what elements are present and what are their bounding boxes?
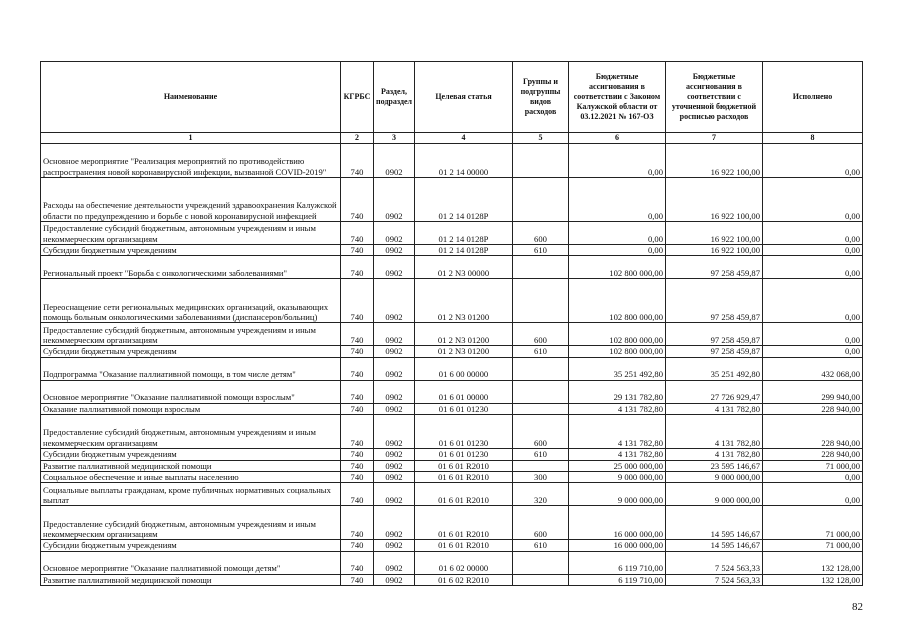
row-refined-allocation: 14 595 146,67: [666, 506, 763, 540]
row-group: [513, 403, 569, 414]
row-name: Переоснащение сети региональных медицинских организаций, оказывающих помощь больным онкологическими заболеваниями (диспансеров/больниц): [41, 279, 341, 323]
row-executed: 0,00: [763, 144, 863, 178]
row-executed: 132 128,00: [763, 551, 863, 574]
row-target: 01 6 02 R2010: [415, 574, 513, 585]
row-kgrbs: 740: [341, 574, 374, 585]
table-row: [41, 506, 863, 540]
row-kgrbs: 740: [341, 483, 374, 506]
row-section: 0902: [374, 415, 415, 449]
row-group: 600: [513, 506, 569, 540]
table-row: [41, 222, 863, 245]
row-refined-allocation: 16 922 100,00: [666, 222, 763, 245]
row-target: 01 6 01 R2010: [415, 540, 513, 551]
table-row: [41, 472, 863, 483]
row-section: 0902: [374, 144, 415, 178]
table-body: [41, 144, 863, 586]
row-target: 01 6 01 R2010: [415, 472, 513, 483]
row-name: Расходы на обеспечение деятельности учреждений здравоохранения Калужской области по предупреждению и борьбе с новой коронавирусной инфекцией: [41, 178, 341, 222]
row-target: 01 6 01 01230: [415, 403, 513, 414]
row-group: [513, 256, 569, 279]
table-row: [41, 403, 863, 414]
row-name: Социальные выплаты гражданам, кроме публичных нормативных социальных выплат: [41, 483, 341, 506]
table-row: [41, 540, 863, 551]
row-law-allocation: 102 800 000,00: [569, 323, 666, 346]
column-number: 3: [374, 133, 415, 144]
row-section: 0902: [374, 256, 415, 279]
row-law-allocation: 0,00: [569, 222, 666, 245]
row-kgrbs: 740: [341, 279, 374, 323]
column-number-row: [41, 133, 863, 144]
row-section: 0902: [374, 472, 415, 483]
header-group: Группы и подгруппы видов расходов: [513, 62, 569, 133]
row-refined-allocation: 7 524 563,33: [666, 574, 763, 585]
row-group: 300: [513, 472, 569, 483]
row-kgrbs: 740: [341, 506, 374, 540]
table-row: [41, 574, 863, 585]
row-law-allocation: 16 000 000,00: [569, 540, 666, 551]
row-group: [513, 460, 569, 471]
row-target: 01 2 14 0128P: [415, 245, 513, 256]
column-number: 7: [666, 133, 763, 144]
row-target: 01 6 01 R2010: [415, 483, 513, 506]
row-refined-allocation: 7 524 563,33: [666, 551, 763, 574]
row-section: 0902: [374, 380, 415, 403]
header-name: Наименование: [41, 62, 341, 133]
row-section: 0902: [374, 178, 415, 222]
row-law-allocation: 6 119 710,00: [569, 551, 666, 574]
budget-sheet: [40, 61, 862, 586]
row-name: Предоставление субсидий бюджетным, автономным учреждениям и иным некоммерческим организациям: [41, 323, 341, 346]
table-row: [41, 380, 863, 403]
row-executed: 132 128,00: [763, 574, 863, 585]
header-refined-allocation: Бюджетные ассигнования в соответствии с уточненной бюджетной росписью расходов: [666, 62, 763, 133]
row-section: 0902: [374, 506, 415, 540]
row-name: Субсидии бюджетным учреждениям: [41, 540, 341, 551]
row-kgrbs: 740: [341, 415, 374, 449]
row-executed: 0,00: [763, 346, 863, 357]
row-name: Оказание паллиативной помощи взрослым: [41, 403, 341, 414]
row-refined-allocation: 27 726 929,47: [666, 380, 763, 403]
table-row: [41, 144, 863, 178]
row-target: 01 2 N3 01200: [415, 279, 513, 323]
row-group: 610: [513, 449, 569, 460]
row-law-allocation: 0,00: [569, 144, 666, 178]
row-kgrbs: 740: [341, 346, 374, 357]
row-section: 0902: [374, 403, 415, 414]
row-name: Развитие паллиативной медицинской помощи: [41, 460, 341, 471]
page-number: 82: [852, 601, 863, 613]
row-section: 0902: [374, 483, 415, 506]
table-row: [41, 178, 863, 222]
row-kgrbs: 740: [341, 357, 374, 380]
row-refined-allocation: 35 251 492,80: [666, 357, 763, 380]
row-name: Основное мероприятие "Оказание паллиативной помощи взрослым": [41, 380, 341, 403]
row-executed: 299 940,00: [763, 380, 863, 403]
row-law-allocation: 4 131 782,80: [569, 403, 666, 414]
row-executed: 432 068,00: [763, 357, 863, 380]
row-executed: 0,00: [763, 222, 863, 245]
row-law-allocation: 16 000 000,00: [569, 506, 666, 540]
row-law-allocation: 9 000 000,00: [569, 472, 666, 483]
row-target: 01 2 N3 00000: [415, 256, 513, 279]
row-refined-allocation: 97 258 459,87: [666, 256, 763, 279]
row-group: [513, 357, 569, 380]
row-target: 01 6 01 R2010: [415, 460, 513, 471]
row-executed: 0,00: [763, 279, 863, 323]
table-row: [41, 279, 863, 323]
row-section: 0902: [374, 574, 415, 585]
table-row: [41, 415, 863, 449]
row-law-allocation: 29 131 782,80: [569, 380, 666, 403]
row-law-allocation: 102 800 000,00: [569, 279, 666, 323]
row-law-allocation: 4 131 782,80: [569, 415, 666, 449]
row-group: [513, 144, 569, 178]
row-name: Субсидии бюджетным учреждениям: [41, 245, 341, 256]
row-refined-allocation: 16 922 100,00: [666, 245, 763, 256]
table-row: [41, 483, 863, 506]
row-section: 0902: [374, 551, 415, 574]
row-executed: 0,00: [763, 245, 863, 256]
row-law-allocation: 9 000 000,00: [569, 483, 666, 506]
row-section: 0902: [374, 245, 415, 256]
row-group: [513, 380, 569, 403]
row-refined-allocation: 16 922 100,00: [666, 178, 763, 222]
row-name: Подпрограмма "Оказание паллиативной помощи, в том числе детям": [41, 357, 341, 380]
row-section: 0902: [374, 540, 415, 551]
row-kgrbs: 740: [341, 551, 374, 574]
row-executed: 71 000,00: [763, 460, 863, 471]
row-executed: 0,00: [763, 178, 863, 222]
row-kgrbs: 740: [341, 323, 374, 346]
row-group: 320: [513, 483, 569, 506]
header-section: Раздел, подраздел: [374, 62, 415, 133]
table-row: [41, 346, 863, 357]
row-name: Развитие паллиативной медицинской помощи: [41, 574, 341, 585]
row-refined-allocation: 9 000 000,00: [666, 483, 763, 506]
row-kgrbs: 740: [341, 403, 374, 414]
row-kgrbs: 740: [341, 144, 374, 178]
row-executed: 228 940,00: [763, 403, 863, 414]
header-target: Целевая статья: [415, 62, 513, 133]
row-executed: 71 000,00: [763, 540, 863, 551]
row-name: Предоставление субсидий бюджетным, автономным учреждениям и иным некоммерческим организациям: [41, 222, 341, 245]
row-refined-allocation: 97 258 459,87: [666, 279, 763, 323]
row-group: [513, 551, 569, 574]
row-target: 01 6 01 01230: [415, 415, 513, 449]
row-executed: 0,00: [763, 323, 863, 346]
row-name: Региональный проект "Борьба с онкологическими заболеваниями": [41, 256, 341, 279]
row-name: Социальное обеспечение и иные выплаты населению: [41, 472, 341, 483]
row-target: 01 2 N3 01200: [415, 323, 513, 346]
row-law-allocation: 102 800 000,00: [569, 256, 666, 279]
row-refined-allocation: 4 131 782,80: [666, 415, 763, 449]
row-group: 600: [513, 222, 569, 245]
row-executed: 0,00: [763, 256, 863, 279]
table-row: [41, 323, 863, 346]
row-group: [513, 279, 569, 323]
row-executed: 71 000,00: [763, 506, 863, 540]
row-section: 0902: [374, 357, 415, 380]
table-row: [41, 245, 863, 256]
row-name: Субсидии бюджетным учреждениям: [41, 346, 341, 357]
table-row: [41, 449, 863, 460]
row-group: [513, 574, 569, 585]
table-row: [41, 357, 863, 380]
row-law-allocation: 6 119 710,00: [569, 574, 666, 585]
row-group: 600: [513, 415, 569, 449]
row-refined-allocation: 23 595 146,67: [666, 460, 763, 471]
row-section: 0902: [374, 346, 415, 357]
table-row: [41, 256, 863, 279]
row-section: 0902: [374, 323, 415, 346]
row-name: Субсидии бюджетным учреждениям: [41, 449, 341, 460]
row-target: 01 2 14 0128P: [415, 222, 513, 245]
row-kgrbs: 740: [341, 380, 374, 403]
row-kgrbs: 740: [341, 540, 374, 551]
row-kgrbs: 740: [341, 460, 374, 471]
row-kgrbs: 740: [341, 178, 374, 222]
row-section: 0902: [374, 222, 415, 245]
row-executed: 0,00: [763, 472, 863, 483]
row-group: 610: [513, 540, 569, 551]
table-header-row: [41, 62, 863, 133]
column-number: 5: [513, 133, 569, 144]
row-law-allocation: 4 131 782,80: [569, 449, 666, 460]
row-executed: 0,00: [763, 483, 863, 506]
row-target: 01 2 N3 01200: [415, 346, 513, 357]
header-law-allocation: Бюджетные ассигнования в соответствии с Законом Калужской области от 03.12.2021 № 167-ОЗ: [569, 62, 666, 133]
row-kgrbs: 740: [341, 222, 374, 245]
column-number: 2: [341, 133, 374, 144]
row-law-allocation: 35 251 492,80: [569, 357, 666, 380]
row-refined-allocation: 4 131 782,80: [666, 449, 763, 460]
column-number: 4: [415, 133, 513, 144]
row-name: Предоставление субсидий бюджетным, автономным учреждениям и иным некоммерческим организациям: [41, 506, 341, 540]
row-executed: 228 940,00: [763, 449, 863, 460]
row-law-allocation: 102 800 000,00: [569, 346, 666, 357]
column-number: 6: [569, 133, 666, 144]
row-target: 01 6 01 R2010: [415, 506, 513, 540]
row-section: 0902: [374, 449, 415, 460]
row-group: 610: [513, 346, 569, 357]
column-number: 1: [41, 133, 341, 144]
row-target: 01 6 01 00000: [415, 380, 513, 403]
row-refined-allocation: 14 595 146,67: [666, 540, 763, 551]
row-executed: 228 940,00: [763, 415, 863, 449]
row-kgrbs: 740: [341, 449, 374, 460]
row-refined-allocation: 97 258 459,87: [666, 323, 763, 346]
row-section: 0902: [374, 460, 415, 471]
row-target: 01 6 00 00000: [415, 357, 513, 380]
row-target: 01 6 02 00000: [415, 551, 513, 574]
row-kgrbs: 740: [341, 472, 374, 483]
row-law-allocation: 0,00: [569, 245, 666, 256]
row-law-allocation: 0,00: [569, 178, 666, 222]
row-target: 01 6 01 01230: [415, 449, 513, 460]
row-target: 01 2 14 00000: [415, 144, 513, 178]
row-refined-allocation: 4 131 782,80: [666, 403, 763, 414]
row-refined-allocation: 97 258 459,87: [666, 346, 763, 357]
header-executed: Исполнено: [763, 62, 863, 133]
row-section: 0902: [374, 279, 415, 323]
column-number: 8: [763, 133, 863, 144]
row-group: 600: [513, 323, 569, 346]
row-group: [513, 178, 569, 222]
row-refined-allocation: 9 000 000,00: [666, 472, 763, 483]
row-name: Основное мероприятие "Реализация мероприятий по противодействию распространения новой коронавирусной инфекции, вызванной COVID-2019": [41, 144, 341, 178]
row-group: 610: [513, 245, 569, 256]
budget-table: [40, 61, 863, 586]
row-name: Предоставление субсидий бюджетным, автономным учреждениям и иным некоммерческим организациям: [41, 415, 341, 449]
row-kgrbs: 740: [341, 245, 374, 256]
table-row: [41, 460, 863, 471]
row-name: Основное мероприятие "Оказание паллиативной помощи детям": [41, 551, 341, 574]
row-kgrbs: 740: [341, 256, 374, 279]
header-kgrbs: КГРБС: [341, 62, 374, 133]
row-law-allocation: 25 000 000,00: [569, 460, 666, 471]
table-row: [41, 551, 863, 574]
row-refined-allocation: 16 922 100,00: [666, 144, 763, 178]
row-target: 01 2 14 0128P: [415, 178, 513, 222]
